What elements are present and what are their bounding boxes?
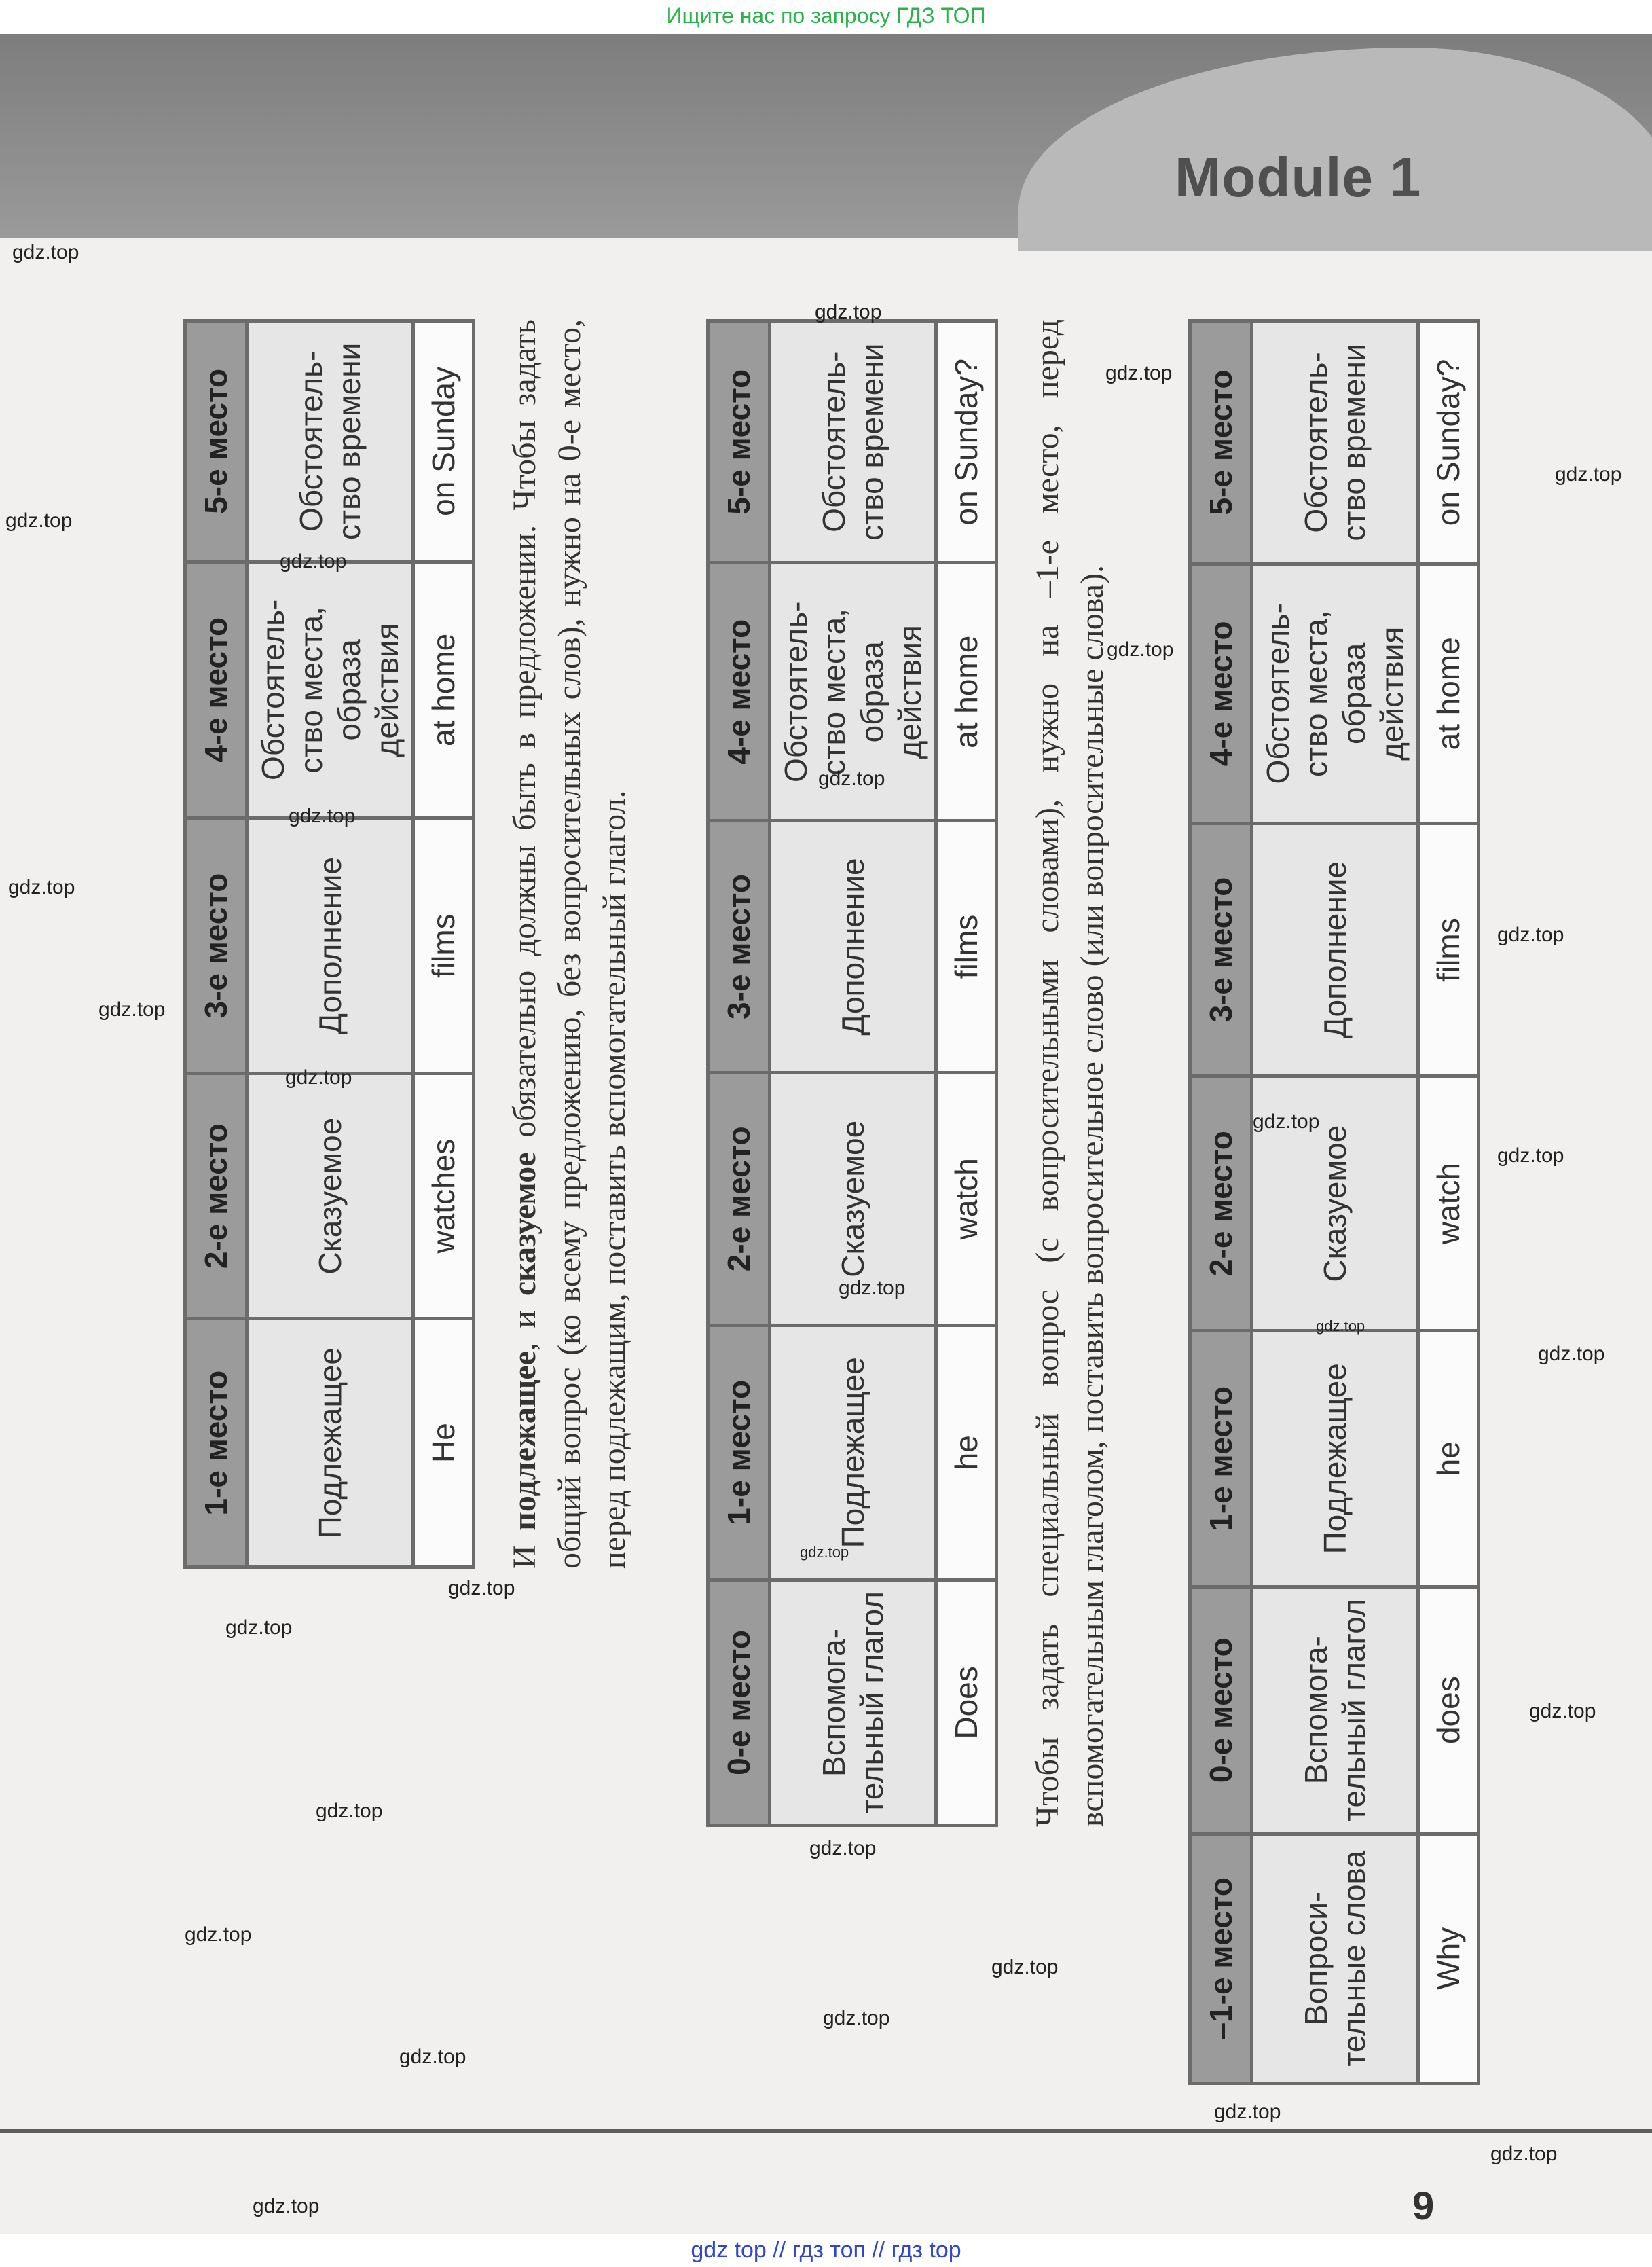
watermark: gdz.top <box>1253 1110 1320 1133</box>
column-header: 3-е место <box>1190 823 1252 1076</box>
table-cell: Подлежащее <box>247 1319 414 1567</box>
watermark: gdz.top <box>818 767 885 790</box>
watermark: gdz.top <box>1214 2101 1281 2123</box>
table-cell: at home <box>936 563 997 821</box>
table-cell: films <box>1418 823 1479 1076</box>
column-header: 2-е место <box>185 1074 247 1319</box>
column-header: 1-е место <box>185 1319 247 1567</box>
watermark: gdz.top <box>253 2195 320 2217</box>
footer-rule <box>0 2129 1652 2133</box>
bottom-banner: gdz top // гдз топ // гдз top <box>691 2237 961 2263</box>
column-header: 5-е место <box>1190 321 1252 564</box>
table-cell: Вспомога-тельный глагол <box>1252 1586 1418 1834</box>
watermark: gdz.top <box>5 509 73 532</box>
para-text: И <box>507 1530 543 1569</box>
header-band <box>0 34 1652 238</box>
column-header: 3-е место <box>185 818 247 1074</box>
table-cell: he <box>936 1325 997 1580</box>
rule-paragraph-1 <box>502 319 637 1569</box>
table-cell: he <box>1418 1330 1479 1586</box>
watermark: gdz.top <box>991 1956 1059 1978</box>
column-header: –1-е место <box>1190 1834 1252 2083</box>
watermark: gdz.top <box>809 1837 877 1860</box>
watermark: gdz.top <box>1497 924 1564 946</box>
watermark: gdz.top <box>1490 2143 1558 2165</box>
table-example-row <box>936 321 997 1826</box>
textbook-page <box>0 34 1652 2234</box>
table-cell: Сказуемое <box>247 1074 414 1319</box>
column-header: 5-е место <box>185 321 247 562</box>
table-header-row <box>185 321 247 1567</box>
para-text: , и <box>507 1296 543 1352</box>
table-cell: films <box>936 821 997 1073</box>
watermark: gdz.top <box>448 1577 515 1599</box>
watermark: gdz.top <box>280 550 347 573</box>
table2-wrapper <box>706 319 998 1827</box>
table3-wrapper <box>1188 319 1480 2085</box>
table-cell: Дополнение <box>1252 823 1418 1076</box>
table-cell: Подлежащее <box>770 1325 936 1580</box>
table-cell: Обстоятель-ство места, образа действия <box>1252 564 1418 823</box>
watermark: gdz.top <box>12 241 79 264</box>
table-cell: watch <box>1418 1076 1479 1330</box>
watermark: gdz.top <box>839 1277 906 1299</box>
table-cell: on Sunday <box>414 321 474 562</box>
column-header: 0-е место <box>708 1580 770 1825</box>
table-cell: on Sunday? <box>1418 321 1479 564</box>
watermark: gdz.top <box>823 2007 890 2029</box>
column-header: 2-е место <box>1190 1076 1252 1330</box>
watermark: gdz.top <box>1555 463 1622 486</box>
column-header: 4-е место <box>185 562 247 818</box>
table-description-row <box>247 321 414 1567</box>
column-header: 1-е место <box>708 1325 770 1580</box>
watermark: gdz.top <box>285 1066 352 1089</box>
table1-wrapper <box>183 319 475 1569</box>
table-cell: Подлежащее <box>1252 1330 1418 1586</box>
watermark: gdz.top <box>1538 1343 1605 1365</box>
watermark: gdz.top <box>1529 1700 1596 1722</box>
watermark: gdz.top <box>1105 362 1173 384</box>
column-header: 4-е место <box>708 563 770 821</box>
table-cell: watch <box>936 1072 997 1325</box>
column-header: 1-е место <box>1190 1330 1252 1586</box>
column-header: 2-е место <box>708 1072 770 1325</box>
watermark: gdz.top <box>289 805 356 827</box>
para-text: обязательно должны быть в предложении. Чтобы задать общий вопрос (ко всему предложению, без вопросительных слов), нужно на 0-е место, перед подлежащим, поставить вспомогательный глагол. <box>507 319 632 1569</box>
column-header: 5-е место <box>708 321 770 563</box>
watermark: gdz.top <box>399 2046 466 2068</box>
table-header-row <box>1190 321 1252 2084</box>
table-cell: Сказуемое <box>1252 1076 1418 1330</box>
para-bold: сказуемое <box>507 1152 543 1296</box>
table-cell: He <box>414 1319 474 1567</box>
watermark: gdz.top <box>1107 638 1174 661</box>
top-banner: Ищите нас по запросу ГДЗ ТОП <box>666 3 986 28</box>
table-cell: films <box>414 818 474 1074</box>
table2 <box>706 319 998 1827</box>
table3 <box>1188 319 1480 2085</box>
table1 <box>183 319 475 1569</box>
table-cell: Обстоятель-ство места, образа действия <box>770 563 936 821</box>
table-example-row <box>1418 321 1479 2084</box>
table-cell: on Sunday? <box>936 321 997 563</box>
watermark: gdz.top <box>98 998 166 1021</box>
table-description-row <box>1252 321 1418 2084</box>
watermark: gdz.top <box>815 301 882 323</box>
table-cell: Дополнение <box>770 821 936 1073</box>
column-header: 0-е место <box>1190 1586 1252 1834</box>
watermark: gdz.top <box>185 1923 252 1946</box>
watermark: gdz.top <box>225 1616 293 1639</box>
table-cell: Дополнение <box>247 818 414 1074</box>
column-header: 3-е место <box>708 821 770 1073</box>
table-cell: at home <box>414 562 474 818</box>
watermark: gdz.top <box>800 1544 849 1561</box>
page-number: 9 <box>1412 2184 1435 2228</box>
table-header-row <box>708 321 770 1826</box>
table-cell: watches <box>414 1074 474 1319</box>
para-bold: подлежащее <box>507 1351 543 1531</box>
table-cell: Обстоятель-ство времени <box>247 321 414 562</box>
para-text: Чтобы задать специальный вопрос (с вопросительными словами), нужно на –1-е место, перед вспомогательным глаголом, поставить вопросительное слово (или вопросительные слова). <box>1029 319 1110 1827</box>
module-title: Module 1 <box>1175 147 1422 208</box>
table-cell: Why <box>1418 1834 1479 2083</box>
table-cell: Обстоятель-ство времени <box>770 321 936 563</box>
column-header: 4-е место <box>1190 564 1252 823</box>
watermark: gdz.top <box>1497 1144 1564 1167</box>
table-cell: does <box>1418 1586 1479 1834</box>
watermark: gdz.top <box>1316 1318 1365 1335</box>
table-cell: Обстоятель-ство времени <box>1252 321 1418 564</box>
rule-paragraph-2 <box>1025 319 1115 1827</box>
table-cell: Вопроси-тельные слова <box>1252 1834 1418 2083</box>
table-cell: Сказуемое <box>770 1072 936 1325</box>
table-cell: Обстоятель-ство места, образа действия <box>247 562 414 818</box>
table-cell: Вспомога-тельный глагол <box>770 1580 936 1825</box>
table-example-row <box>414 321 474 1567</box>
table-cell: at home <box>1418 564 1479 823</box>
table-description-row <box>770 321 936 1826</box>
watermark: gdz.top <box>316 1800 383 1822</box>
table-cell: Does <box>936 1580 997 1825</box>
watermark: gdz.top <box>8 876 75 899</box>
